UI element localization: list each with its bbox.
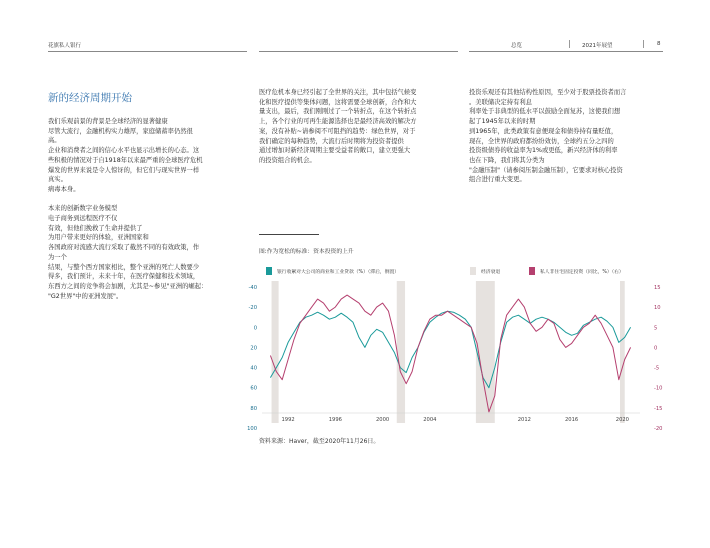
text-line: 各国政府对流感大流行采取了截然不同的有效政策，作	[48, 244, 200, 252]
text-line: 通过增加对新经济周期主要受益者的敞口，建立更强大	[259, 147, 411, 155]
y-right-tick-label: -10	[654, 385, 663, 392]
page-title: 新的经济周期开始	[48, 92, 132, 104]
text-line: 起了1945年以来的时期	[469, 118, 536, 126]
text-line: 医疗危机本身已经引起了全世界的关注，其中包括气候变	[259, 89, 417, 96]
recession-band	[620, 281, 625, 423]
legend-item-magenta	[529, 267, 624, 275]
text-line: 真实。	[48, 176, 67, 184]
y-left-tick-label: 40	[250, 365, 257, 372]
text-line: 尽管大流行，金融机构实力雄厚，家庭储蓄率仍然很	[48, 127, 193, 135]
text-line: 上，各个行业的可再生能源选择也是最经济高效的解决方	[259, 118, 417, 126]
legend-item-teal	[266, 267, 399, 275]
y-right-tick-label: 0	[654, 345, 658, 352]
text-line: 投资级债券的收益率为1%或更低，新兴经济体的利率	[469, 147, 618, 155]
text-line: 为用户带来更好的体验，亚洲国家和	[48, 234, 149, 242]
legend-label-magenta: 私人非住宅固定投资（同比，%）（右）	[540, 269, 624, 275]
y-left-tick-label: -40	[248, 285, 257, 291]
text-line: 企业和消费者之间的信心水平也显示出增长的心态。这	[48, 147, 200, 155]
x-tick-label: 1992	[281, 417, 295, 423]
y-right-tick-label: -15	[654, 405, 663, 412]
text-line: 爆发的世界来说是令人惊讶的，但它们与现实世界一样	[48, 166, 200, 174]
header-rule	[469, 51, 663, 52]
col2-paragraph	[259, 88, 416, 166]
legend-label-teal: 银行收紧对大公司的商业和工业贷款（%）（滞后，倒置）	[277, 269, 400, 275]
header-divider	[643, 40, 644, 48]
x-tick-label: 2016	[564, 417, 579, 423]
text-line: 为一个	[48, 253, 67, 261]
investment-chart	[230, 280, 670, 435]
text-line: 到1965年，此类政策有意便现金和债券持有量贬值，	[469, 127, 618, 135]
brand-label: 花旗私人银行	[48, 43, 82, 49]
recession-band	[272, 281, 279, 423]
y-left-tick-label: 20	[250, 345, 257, 352]
x-tick-label: 2004	[423, 417, 437, 423]
col3-paragraph	[469, 88, 626, 185]
y-right-tick-label: 15	[654, 285, 661, 291]
text-line: 东西方之间的竞争将会加剧，尤其是~参见"亚洲的崛起：	[48, 282, 208, 290]
text-line: 高。	[48, 137, 61, 145]
text-line: 也在下降，我们将其分类为	[469, 156, 545, 164]
caption-rule	[259, 234, 319, 235]
legend-item-recession	[470, 267, 500, 275]
recession-band	[397, 281, 405, 423]
legend-swatch-recession	[470, 267, 476, 275]
col1-paragraph-b	[48, 204, 207, 301]
text-line: 些积极的情况对于自1918年以来最严重的全球医疗危机	[48, 156, 203, 164]
column-3	[469, 88, 626, 185]
text-line: 我们乐观前景的背景是全球经济的显著健康	[48, 118, 168, 125]
y-right-tick-label: 10	[654, 305, 661, 312]
text-line: "G2世界"中的亚洲发展"。	[48, 292, 123, 300]
y-left-tick-label: 100	[247, 426, 257, 432]
y-left-tick-label: 0	[253, 325, 257, 332]
text-line: 有效，但他们挽救了生命并提供了	[48, 224, 143, 232]
section-label: 总览	[511, 43, 523, 49]
text-line: 本来的创新数字业务模型	[48, 205, 118, 213]
x-tick-label: 2012	[517, 417, 531, 423]
y-right-tick-label: -5	[654, 365, 660, 372]
text-line: 我们确定的每种趋势，大流行后时期将为投资者提供	[259, 137, 404, 145]
text-line: 。美联储决定持有利息	[469, 98, 532, 106]
text-line: 利率处于非典型的低水平以鼓励全面复苏，这使我们想	[469, 108, 621, 116]
investment-series-line	[270, 295, 630, 412]
header-rule	[259, 51, 458, 52]
text-line: 案，没有补贴~请参阅不可阻挡的趋势：绿色世界，对于	[259, 127, 416, 135]
text-line: 病毒本身。	[48, 185, 80, 193]
text-line: 投资乐观还有其他结构性原因，至少对于股票投资者而言	[469, 89, 627, 96]
y-left-tick-label: -20	[248, 305, 257, 312]
y-right-tick-label: 5	[654, 325, 658, 332]
text-line: 量支出，最后，我们刚刚过了一个转折点，在这个转折点	[259, 108, 417, 116]
report-label: 2021年展望	[582, 43, 613, 49]
text-line: 结果，与整个西方国家相比，整个亚洲的死亡人数要少	[48, 263, 200, 271]
x-tick-label: 1996	[328, 417, 342, 423]
x-tick-label: 2020	[615, 417, 629, 423]
lending-series-line	[270, 311, 630, 388]
text-line: 得多，我们预计，未来十年，在医疗保健和技术领域，	[48, 273, 200, 281]
header-rule	[48, 51, 247, 52]
col1-paragraph-a	[48, 117, 207, 195]
text-line: 的投资组合的机会。	[259, 156, 316, 164]
chart-source: 资料来源：Haver，截至2020年11月26日。	[259, 438, 380, 445]
y-left-tick-label: 80	[250, 405, 257, 412]
text-line: "金融压制"（请参阅压制金融压制），它要求对核心投资	[469, 166, 623, 174]
y-right-tick-label: -20	[654, 426, 663, 432]
column-1	[48, 117, 207, 301]
legend-swatch-magenta	[529, 267, 535, 275]
text-line: 组合进行重大变更。	[469, 176, 526, 184]
text-line: 化和医疗提供等集体问题，这将需要全球创新，合作和大	[259, 98, 417, 106]
legend-swatch-teal	[266, 267, 272, 275]
text-line: 现在，全世界的政府都纷纷效仿，全球约五分之四的	[469, 137, 614, 145]
column-2	[259, 88, 416, 166]
x-tick-label: 2000	[375, 417, 390, 423]
chart-caption: 图:作为宽松的标准：资本投资的上升	[259, 249, 354, 255]
legend-label-recession: 经济衰退	[481, 269, 501, 275]
text-line: 电子商务到远程医疗不仅	[48, 215, 118, 223]
y-left-tick-label: 60	[250, 385, 257, 392]
header-divider	[569, 40, 570, 48]
page-number: 8	[657, 41, 661, 47]
